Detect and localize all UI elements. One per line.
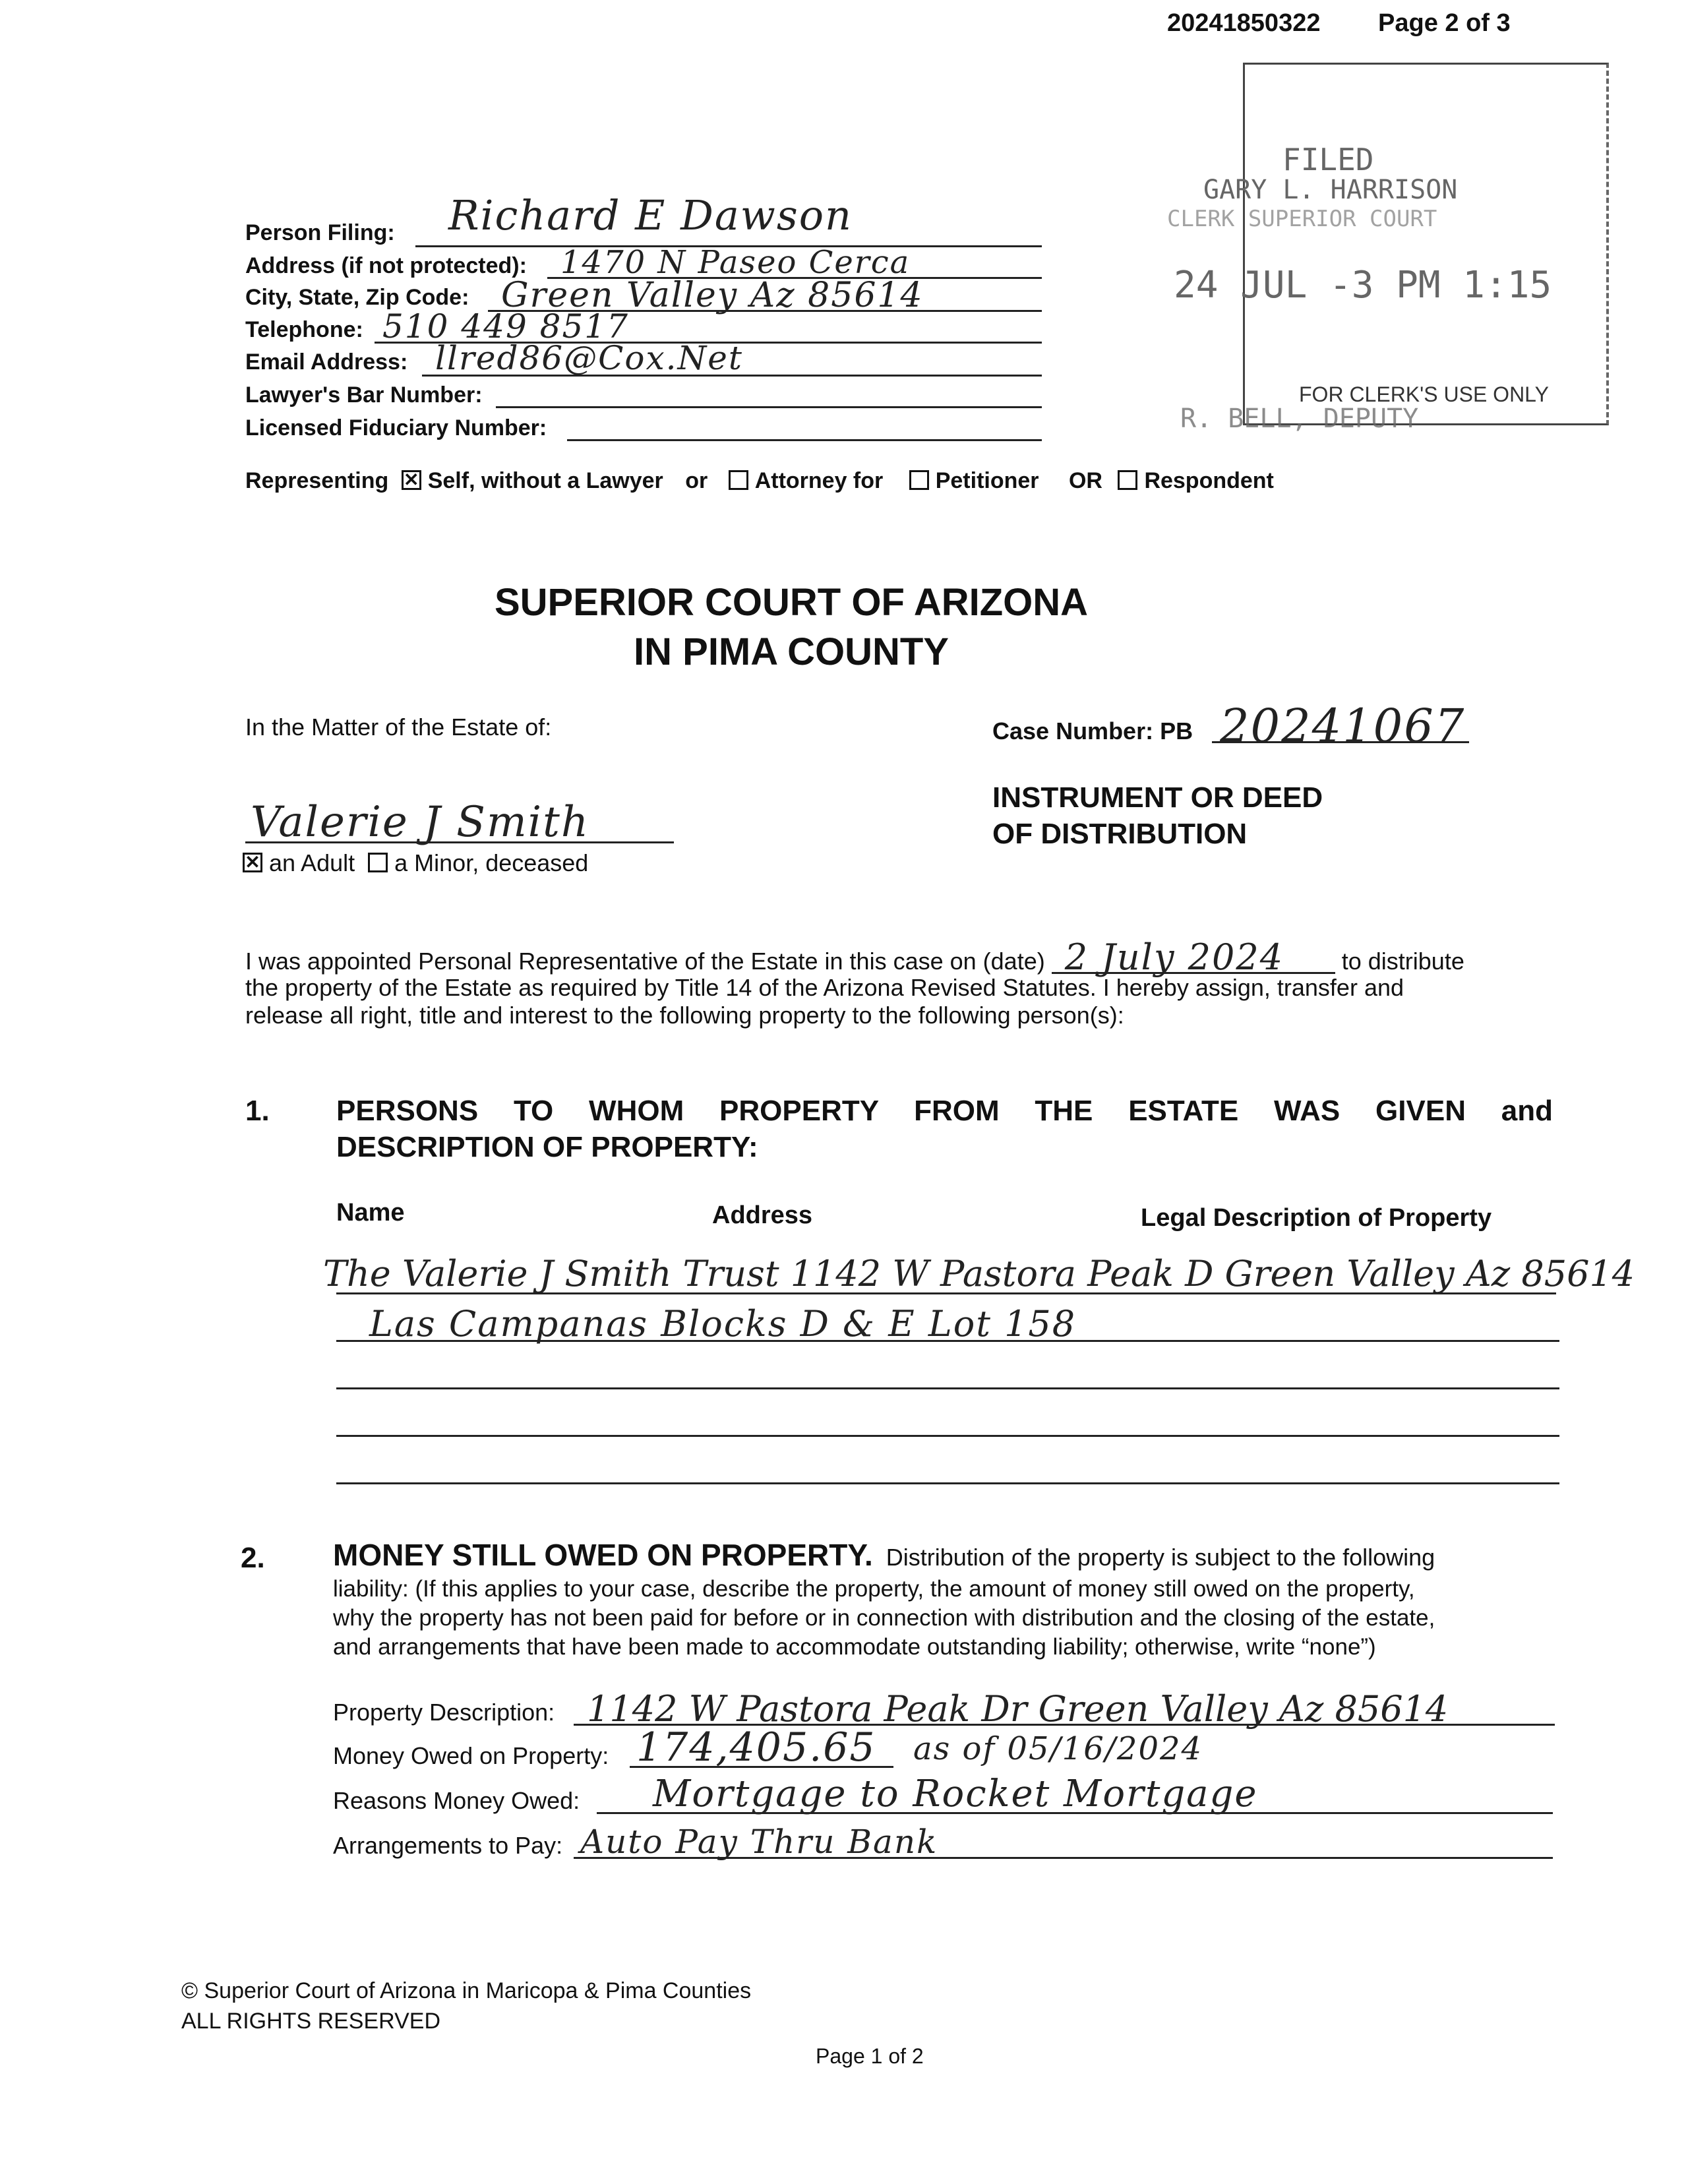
doc-title-line2: OF DISTRIBUTION [992,818,1248,850]
email-label: Email Address: [245,349,408,375]
adult-minor-row [243,849,588,877]
fiduciary-number-label: Licensed Fiduciary Number: [245,415,547,440]
property-row-2: Las Campanas Blocks D & E Lot 158 [369,1303,1077,1345]
stamp-clerk-name: GARY L. HARRISON [1203,175,1458,205]
section1-number: 1. [245,1095,270,1127]
section2-number: 2. [241,1542,265,1574]
petitioner-checkbox[interactable] [909,470,929,490]
respondent-checkbox[interactable] [1118,470,1137,490]
clerk-use-only-label: FOR CLERK'S USE ONLY [1299,382,1549,406]
email-value: llred86@Cox.Net [435,339,743,377]
reasons-value: Mortgage to Rocket Mortgage [653,1773,1258,1815]
arrangements-value: Auto Pay Thru Bank [580,1823,938,1861]
appointment-date-value: 2 July 2024 [1052,943,1335,974]
or-text-1: or [685,468,708,493]
court-title-line2: IN PIMA COUNTY [634,630,949,673]
section2-desc-line3: why the property has not been paid for before or in connection with distribution and the closing of the estate, [333,1605,1435,1631]
case-number-value: 20241067 [1220,699,1466,753]
address-label: Address (if not protected): [245,253,527,278]
property-row-1: The Valerie J Smith Trust 1142 W Pastora Peak D Green Valley Az 85614 [323,1253,1635,1294]
stamp-filed: FILED [1282,142,1374,177]
intro-line3: release all right, title and interest to the following property to the following person(s): [245,1002,1124,1029]
section2-desc-line4: and arrangements that have been made to accommodate outstanding liability; otherwise, write “none”) [333,1634,1376,1660]
city-label: City, State, Zip Code: [245,285,469,310]
footer-page-number: Page 1 of 2 [816,2044,924,2068]
or-text-2: OR [1068,468,1102,493]
footer-rights: ALL RIGHTS RESERVED [181,2009,441,2034]
case-number-label: Case Number: PB [992,717,1193,744]
clerk-stamp-box [1243,63,1609,425]
footer-copyright: © Superior Court of Arizona in Maricopa & Pima Counties [181,1978,752,2003]
page-indicator: Page 2 of 3 [1378,9,1511,37]
money-owed-value: 174,405.65 [636,1724,876,1771]
property-description-value: 1142 W Pastora Peak Dr Green Valley Az 85614 [587,1688,1449,1730]
column-address-header: Address [712,1201,813,1229]
column-legal-header: Legal Description of Property [1141,1204,1492,1232]
section1-title-line2: DESCRIPTION OF PROPERTY: [336,1131,758,1163]
representing-label: Representing [245,468,389,493]
money-owed-note: as of 05/16/2024 [913,1730,1203,1767]
minor-label: a Minor, deceased [394,849,589,876]
person-filing-label: Person Filing: [245,220,395,245]
telephone-label: Telephone: [245,317,363,342]
section2-title-row: MONEY STILL OWED ON PROPERTY. Distribution of the property is subject to the following [333,1538,1435,1572]
representing-row [245,468,1274,494]
column-name-header: Name [336,1199,405,1227]
money-owed-label: Money Owed on Property: [333,1742,609,1769]
city-value: Green Valley Az 85614 [501,276,924,315]
minor-checkbox[interactable] [368,853,388,872]
self-label: Self, without a Lawyer [427,468,663,493]
doc-title-line1: INSTRUMENT OR DEED [992,781,1323,814]
attorney-label: Attorney for [754,468,884,493]
respondent-label: Respondent [1144,468,1274,493]
stamp-deputy: R. BELL, DEPUTY [1180,404,1419,434]
deceased-name-value: Valerie J Smith [251,798,590,847]
reasons-label: Reasons Money Owed: [333,1787,580,1814]
property-description-label: Property Description: [333,1699,555,1726]
intro-line2: the property of the Estate as required by Title 14 of the Arizona Revised Statutes. I hereby assign, transfer and [245,974,1404,1001]
adult-label: an Adult [269,849,355,876]
document-number: 20241850322 [1167,9,1321,37]
adult-checkbox[interactable]: ✕ [243,853,262,872]
stamp-clerk-court: CLERK SUPERIOR COURT [1167,206,1437,232]
section1-title-line1: PERSONS TO WHOM PROPERTY FROM THE ESTATE WAS GIVEN and [336,1095,1553,1127]
stamp-datetime: 24 JUL -3 PM 1:15 [1174,264,1552,307]
address-value: 1470 N Paseo Cerca [560,244,911,281]
person-filing-value: Richard E Dawson [448,191,853,239]
arrangements-label: Arrangements to Pay: [333,1832,563,1859]
petitioner-label: Petitioner [935,468,1039,493]
section2-desc-line2: liability: (If this applies to your case, describe the property, the amount of money still owed on the property, [333,1576,1415,1602]
court-title-line1: SUPERIOR COURT OF ARIZONA [494,581,1089,624]
self-checkbox[interactable]: ✕ [402,470,421,490]
telephone-value: 510 449 8517 [382,307,629,346]
intro-line1: I was appointed Personal Representative of the Estate in this case on (date) 2 July 2024 to distribute [245,936,1464,978]
section2-title: MONEY STILL OWED ON PROPERTY. [333,1538,873,1572]
matter-label: In the Matter of the Estate of: [245,713,552,741]
bar-number-label: Lawyer's Bar Number: [245,382,483,408]
attorney-checkbox[interactable] [729,470,748,490]
